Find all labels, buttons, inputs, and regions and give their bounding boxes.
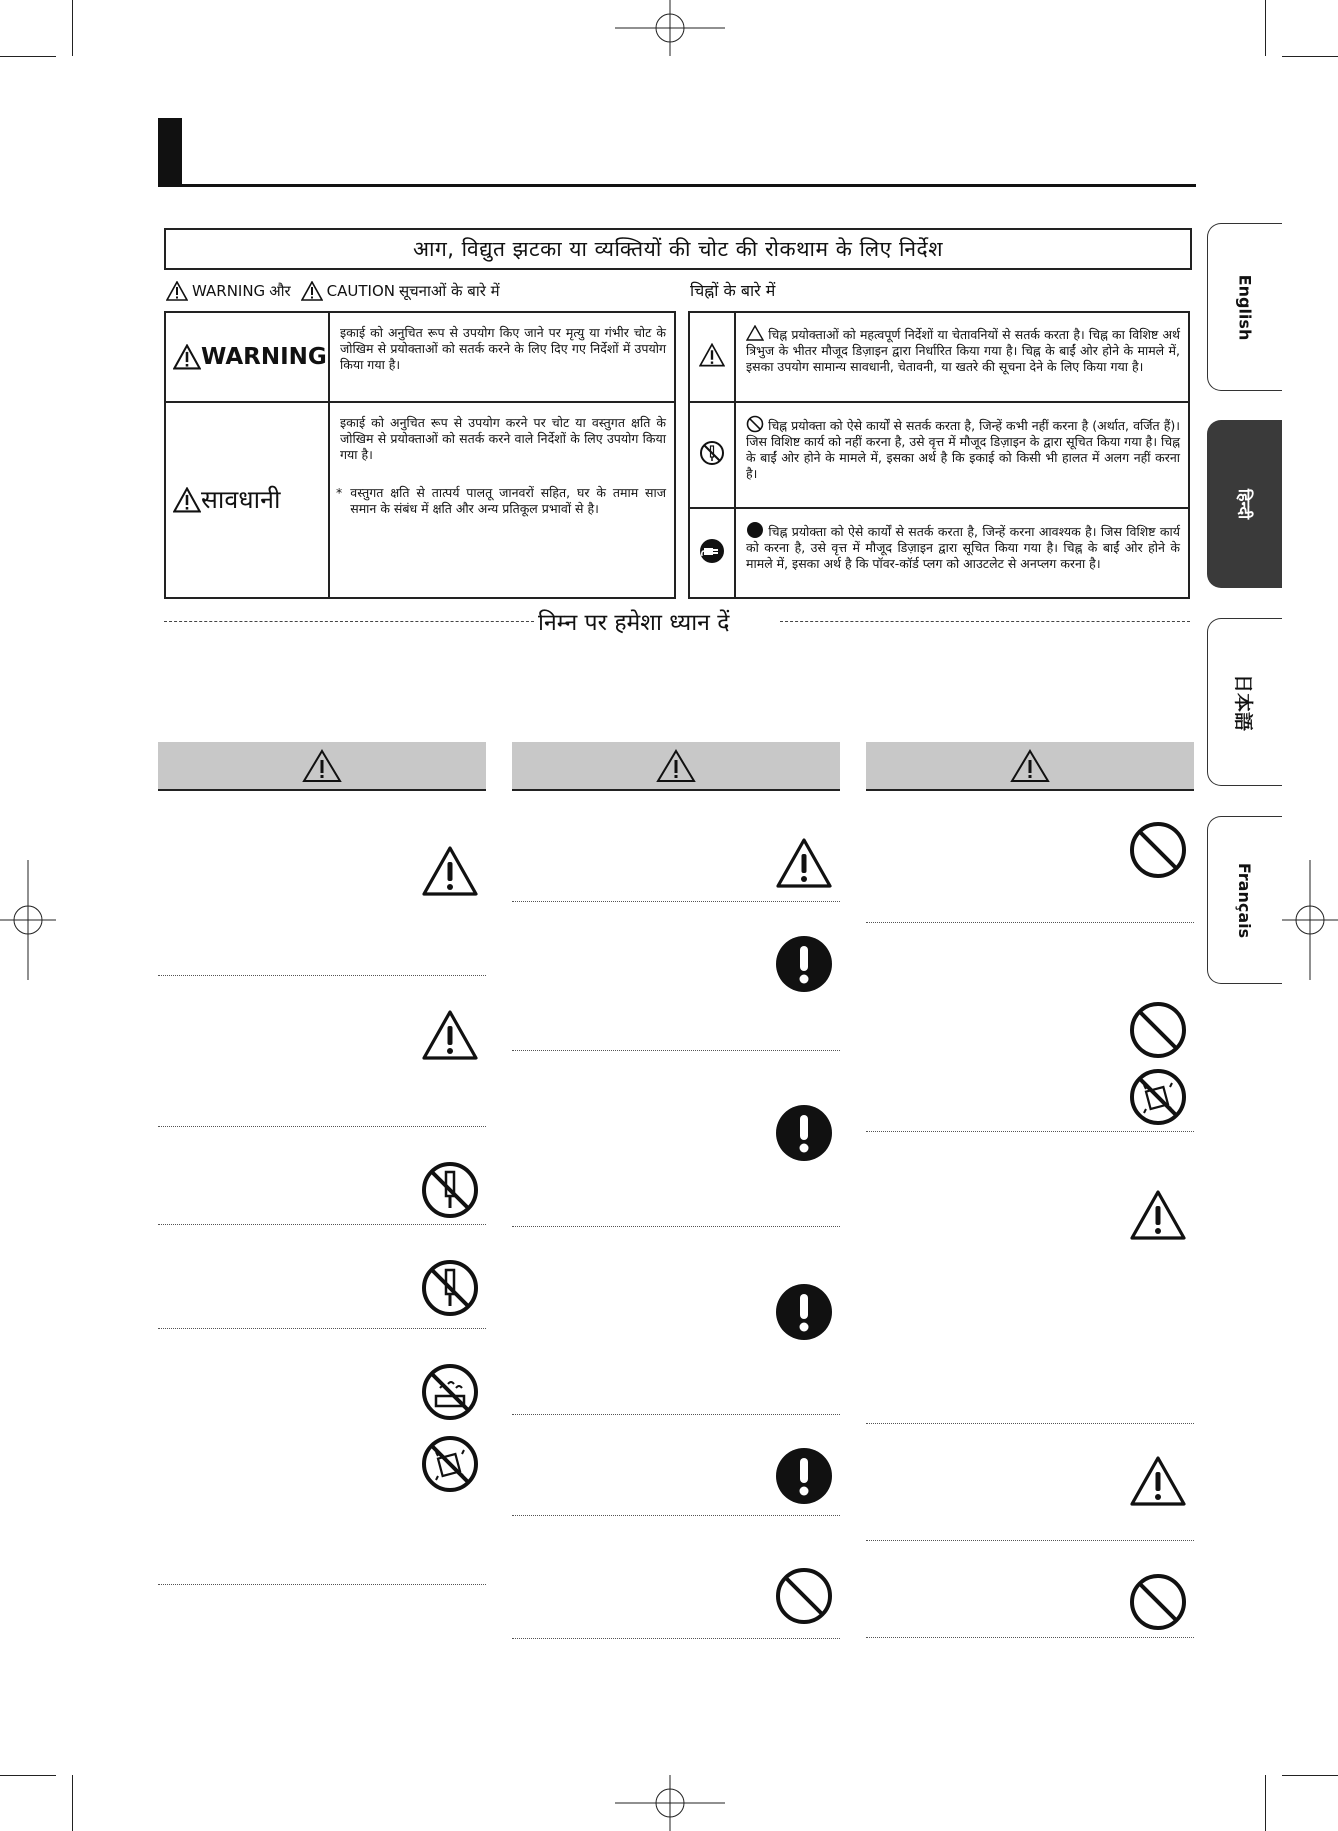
item-divider — [512, 1638, 840, 1639]
crop-mark — [1265, 1775, 1266, 1831]
prohibited-icon — [1128, 1000, 1188, 1060]
warning-row — [165, 312, 675, 402]
heading-rule — [158, 184, 1196, 187]
caution-triangle-icon — [1128, 1186, 1188, 1246]
warning-label: WARNING — [201, 344, 327, 370]
mandatory-symbol-description — [735, 508, 1189, 598]
item-divider — [512, 1050, 840, 1051]
tab-label: Français — [1235, 862, 1255, 938]
mandatory-action-icon — [774, 1103, 834, 1163]
tab-label: हिन्दी — [1234, 488, 1254, 520]
warning-triangle-icon — [302, 749, 342, 783]
item-divider — [866, 1637, 1194, 1638]
do-not-disassemble-icon — [699, 440, 725, 466]
do-not-disassemble-icon — [420, 1160, 480, 1220]
unplug-icon — [699, 538, 725, 564]
item-divider — [512, 1226, 840, 1227]
mandatory-dot-icon — [746, 521, 764, 539]
caution-note — [336, 485, 666, 517]
prohibit-symbol-text: चिह्न प्रयोक्ता को ऐसे कार्यों से सतर्क करता है, जिन्हें कभी नहीं करना है (अर्थात, वर्जित हैं)। जिस विशिष्ट कार्य को नहीं करना है, उसे वृत्त में मौजूद डिज़ाइन के द्वारा सूचित किया गया है। चिह्न के बाईं ओर होने के मामले में, इसका अर्थ है कि इकाई को किसी भी हालत में अलग नहीं करना है। — [746, 418, 1180, 481]
item-divider — [158, 1126, 486, 1127]
crop-mark — [1265, 0, 1266, 56]
caution-label: सावधानी — [201, 485, 281, 514]
registration-mark-bottom — [615, 1775, 725, 1831]
warning-label-cell — [165, 312, 329, 402]
prohibit-symbol-description — [735, 402, 1189, 508]
always-observe-heading: निम्न पर हमेशा ध्यान दें — [534, 605, 733, 637]
item-divider — [866, 922, 1194, 923]
about-notices-heading — [166, 281, 500, 301]
mandatory-action-icon — [774, 934, 834, 994]
caution-triangle-icon — [420, 842, 480, 902]
notices-suffix: सूचनाओं के बारे में — [399, 282, 500, 300]
mandatory-symbol-cell — [689, 508, 735, 598]
no-bathroom-use-icon — [420, 1362, 480, 1422]
tab-label: 日本語 — [1232, 673, 1255, 731]
tab-english[interactable] — [1207, 223, 1282, 391]
note-asterisk: * — [336, 485, 343, 500]
item-divider — [158, 1224, 486, 1225]
registration-mark-left — [0, 860, 56, 980]
warning-triangle-icon — [656, 749, 696, 783]
crop-mark — [72, 1775, 73, 1831]
caution-triangle-icon — [301, 281, 323, 301]
warning-word: WARNING — [192, 282, 266, 300]
item-divider — [158, 1584, 486, 1585]
crop-mark — [0, 1775, 56, 1776]
no-liquid-spill-icon — [420, 1434, 480, 1494]
column-header-2 — [512, 742, 840, 791]
page-title: आग, विद्युत झटका या व्यक्तियों की चोट की रोकथाम के लिए निर्देश — [164, 228, 1192, 270]
mandatory-action-icon — [774, 1282, 834, 1342]
caution-triangle-icon — [420, 1006, 480, 1066]
mandatory-symbol-text: चिह्न प्रयोक्ता को ऐसे कार्यों से सतर्क करता है, जिन्हें करना आवश्यक है। जिस विशिष्ट कार्य को करना है, उसे वृत्त में मौजूद डिज़ाइन द्वारा सूचित किया गया है। चिह्न के बाईं ओर होने के मामले में, इसका अर्थ है कि पॉवर-कॉर्ड प्लग को आउटलेट से अनप्लग करना है। — [746, 524, 1180, 571]
prohibited-icon — [1128, 820, 1188, 880]
registration-mark-top — [615, 0, 725, 56]
item-divider — [512, 1414, 840, 1415]
warning-description: इकाई को अनुचित रूप से उपयोग किए जाने पर मृत्यु या गंभीर चोट के जोखिम से प्रयोक्ताओं को सतर्क करने के लिए दिए गए निर्देशों में उपयोग किया गया है। — [329, 312, 675, 402]
tab-japanese[interactable] — [1207, 618, 1282, 786]
prohibit-symbol-row — [689, 402, 1189, 508]
divider-left — [164, 621, 534, 622]
registration-mark-right — [1282, 860, 1338, 980]
warning-triangle-icon — [699, 343, 725, 367]
caution-label-cell — [165, 402, 329, 598]
warning-triangle-icon — [166, 281, 188, 301]
item-divider — [512, 901, 840, 902]
caution-triangle-icon — [173, 487, 201, 513]
tab-label: English — [1235, 274, 1255, 340]
prohibited-icon — [774, 1566, 834, 1626]
item-divider — [158, 1328, 486, 1329]
do-not-disassemble-icon — [420, 1258, 480, 1318]
warning-triangle-icon — [1010, 749, 1050, 783]
crop-mark — [1282, 56, 1338, 57]
caution-triangle-icon — [774, 834, 834, 894]
tab-french[interactable] — [1207, 816, 1282, 984]
caution-word: CAUTION — [326, 282, 395, 300]
item-divider — [866, 1131, 1194, 1132]
prohibit-symbol-cell — [689, 402, 735, 508]
crop-mark — [1282, 1775, 1338, 1776]
caution-description-cell — [329, 402, 675, 598]
prohibit-circle-icon — [746, 415, 764, 433]
tab-hindi[interactable] — [1207, 420, 1282, 588]
triangle-symbol-cell — [689, 312, 735, 402]
and-word: और — [269, 282, 291, 300]
crop-mark — [72, 0, 73, 56]
caution-triangle-icon — [1128, 1452, 1188, 1512]
about-symbols-heading: चिह्नों के बारे में — [690, 281, 776, 300]
mandatory-symbol-row — [689, 508, 1189, 598]
triangle-symbol-description — [735, 312, 1189, 402]
mandatory-action-icon — [774, 1446, 834, 1506]
caution-row — [165, 402, 675, 598]
heading-block — [158, 118, 182, 186]
triangle-symbol-text: चिह्न प्रयोक्ताओं को महत्वपूर्ण निर्देशों या चेतावनियों से सतर्क करता है। चिह्न का विशिष्ट अर्थ त्रिभुज के भीतर मौजूद डिज़ाइन द्वारा निर्धारित किया गया है। चिह्न के बाईं ओर होने के मामले में, इसका उपयोग सामान्य सावधानी, चेतावनी, या खतरे की सूचना देने के लिए किया गया है। — [746, 327, 1180, 374]
crop-mark — [0, 56, 56, 57]
triangle-outline-icon — [746, 325, 764, 341]
no-liquid-spill-icon — [1128, 1067, 1188, 1127]
item-divider — [158, 975, 486, 976]
column-header-1 — [158, 742, 486, 791]
column-header-3 — [866, 742, 1194, 791]
item-divider — [512, 1515, 840, 1516]
divider-right — [780, 621, 1190, 622]
triangle-symbol-row — [689, 312, 1189, 402]
notice-table — [164, 311, 676, 599]
caution-note-text: वस्तुगत क्षति से तात्पर्य पालतू जानवरों सहित, घर के तमाम साज समान के संबंध में क्षति और अन्य प्रतिकूल प्रभावों से है। — [350, 485, 666, 516]
item-divider — [866, 1540, 1194, 1541]
caution-description: इकाई को अनुचित रूप से उपयोग करने पर चोट या वस्तुगत क्षति के जोखिम से प्रयोक्ताओं को सतर्क करने वाले निर्देशों के लिए उपयोग किया गया है। — [340, 415, 666, 462]
symbol-table — [688, 311, 1190, 599]
prohibited-icon — [1128, 1572, 1188, 1632]
item-divider — [866, 1423, 1194, 1424]
warning-triangle-icon — [173, 344, 201, 370]
